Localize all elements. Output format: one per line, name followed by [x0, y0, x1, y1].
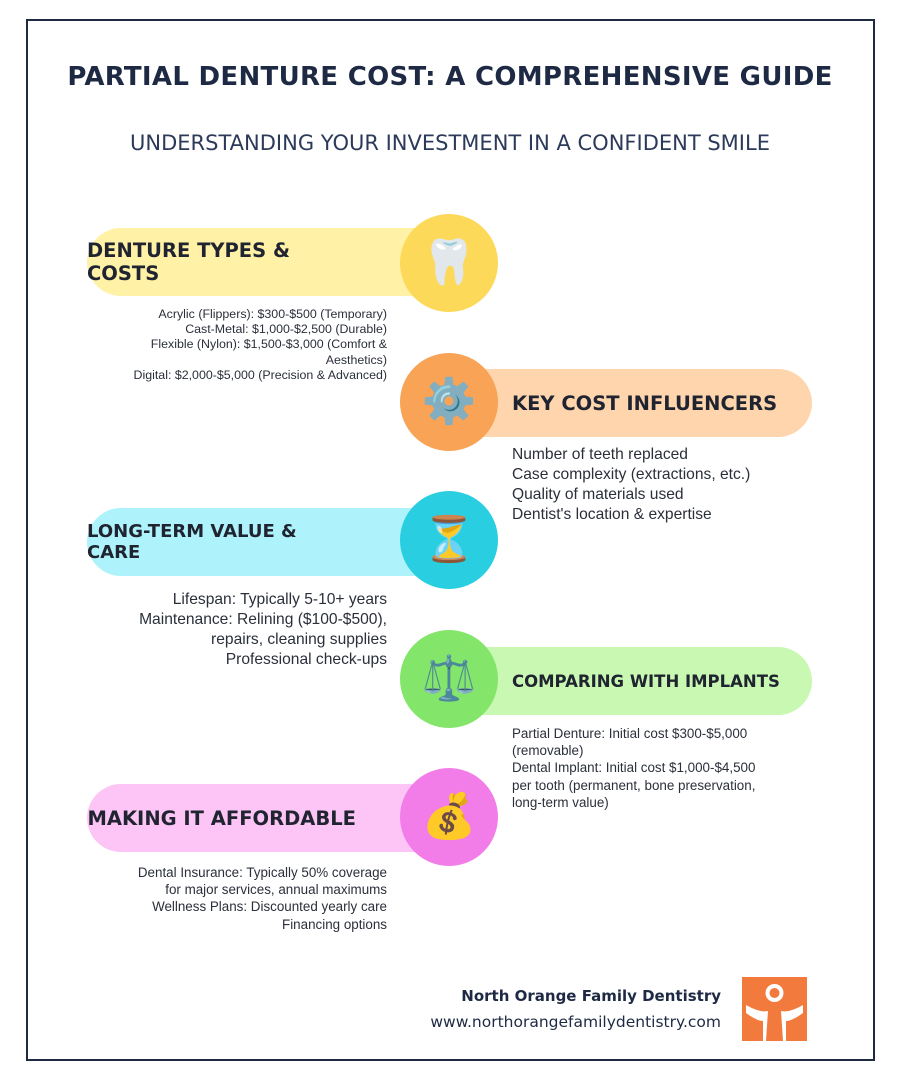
description-line: Dentist's location & expertise [512, 506, 712, 523]
description-line: Dental Implant: Initial cost $1,000-$4,500 [512, 760, 756, 776]
description-line: Partial Denture: Initial cost $300-$5,000 [512, 726, 748, 741]
description-line: for major services, annual maximums [165, 882, 387, 898]
section-heading-label: KEY COST INFLUENCERS [512, 391, 778, 415]
gear-icon: ⚙️ [400, 353, 498, 451]
description-line: Dental Insurance: Typically 50% coverage [137, 865, 387, 880]
description-line: long-term value) [512, 794, 609, 810]
section-description-implants [512, 725, 755, 811]
description-line: Flexible (Nylon): $1,500-$3,000 (Comfort & [150, 337, 387, 352]
description-line: Maintenance: Relining ($100-$500), [139, 611, 387, 628]
description-line: repairs, cleaning supplies [211, 631, 387, 648]
section-description-long-term-value [139, 590, 387, 670]
website-link[interactable]: www.northorangefamilydentistry.com [430, 1013, 721, 1031]
description-line: Quality of materials used [512, 486, 684, 503]
description-line: Digital: $2,000-$5,000 (Precision & Advanced) [133, 367, 387, 382]
section-description-denture-types [134, 307, 387, 383]
section-heading-label: DENTURE TYPES & COSTS [87, 239, 290, 285]
page-subtitle: UNDERSTANDING YOUR INVESTMENT IN A CONFIDENT SMILE [130, 131, 770, 155]
brand-name: North Orange Family Dentistry [461, 987, 721, 1005]
description-line: Number of teeth replaced [512, 446, 688, 463]
description-line: Wellness Plans: Discounted yearly care [152, 899, 387, 915]
money-bag-icon: 💰 [400, 768, 498, 866]
tooth-icon: 🦷 [400, 214, 498, 312]
description-line: Acrylic (Flippers): $300-$500 (Temporary) [158, 307, 387, 321]
section-heading-label: LONG-TERM VALUE & CARE [87, 521, 297, 563]
page-title: PARTIAL DENTURE COST: A COMPREHENSIVE GUIDE [67, 62, 833, 92]
description-line: Case complexity (extractions, etc.) [512, 466, 751, 483]
description-line: Lifespan: Typically 5-10+ years [172, 591, 387, 608]
section-description-affordable [138, 864, 387, 933]
practice-logo [742, 977, 807, 1041]
description-line: per tooth (permanent, bone preservation, [512, 777, 756, 793]
description-line: Professional check-ups [225, 651, 387, 668]
person-logo-icon [742, 977, 807, 1041]
section-heading-label: MAKING IT AFFORDABLE [87, 806, 356, 830]
section-heading-label: COMPARING WITH IMPLANTS [512, 671, 780, 691]
section-description-cost-influencers [512, 445, 750, 525]
description-line: Financing options [282, 916, 387, 932]
description-line: (removable) [512, 743, 584, 759]
hourglass-icon: ⏳ [400, 491, 498, 589]
description-line: Aesthetics) [325, 352, 387, 367]
description-line: Cast-Metal: $1,000-$2,500 (Durable) [185, 322, 387, 337]
balance-scale-icon: ⚖️ [400, 630, 498, 728]
